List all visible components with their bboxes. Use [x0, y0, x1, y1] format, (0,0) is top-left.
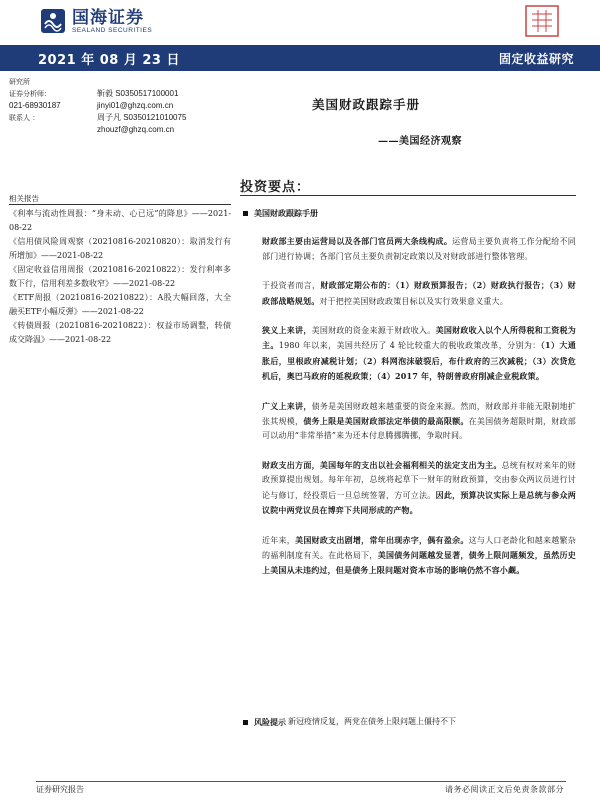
divider	[9, 204, 231, 205]
bold-text: 广义上来讲，	[262, 400, 312, 411]
bold-text: （1）大通胀后，里根政府减税计划；（2）科网泡沫破裂后，布什政府的三次减税；（3）次贷危机后，奥巴马政府的延税政策；（4）2017 年，特朗普政府削减企业税政策。	[262, 340, 576, 382]
contact-row	[9, 124, 234, 136]
brand-name-en: SEALAND SECURITIES	[72, 26, 153, 34]
related-reports-heading: 相关报告	[9, 194, 39, 203]
header-banner	[0, 45, 600, 71]
bold-text: 美国财政支出剧增，常年出现赤字，偶有盈余。	[295, 534, 469, 545]
divider	[240, 195, 576, 196]
bold-text: 狭义上来讲，	[262, 325, 312, 336]
contact-label	[9, 124, 97, 136]
body-text: 这与人口老龄化和越来越繁杂的福利制度有关。在此格局下，	[262, 535, 576, 560]
contact-label: 021-68930187	[9, 101, 61, 110]
body-text: 债务是美国财政越来越重要的资金来源。然而，财政部并非能无限制地扩张其规模，	[262, 401, 576, 427]
body-text: 美国财政的资金来源于财政收入。	[311, 326, 436, 336]
contact-row	[9, 100, 234, 112]
contact-label: 联系人 ：	[9, 114, 40, 122]
bold-text: 财政部定期公布的：（1）财政预算报告；（2）财政执行报告；（3）财政部战略规划。	[262, 280, 577, 306]
contact-label: 证券分析师：	[9, 90, 51, 98]
bold-text: 财政支出方面，美国每年的支出以社会福利相关的法定支出为主。	[262, 459, 502, 470]
institute-label: 研究所	[9, 78, 30, 86]
bold-text: 美国财政收入以个人所得税和工资税为主。	[262, 325, 576, 351]
brand-logo	[40, 8, 152, 34]
risk-label: 风险提示	[254, 717, 286, 727]
bold-text: 债务上限是美国财政部法定举债的最高限额。	[303, 416, 469, 427]
body-text: 1980 年以来，美国共经历了 4 轮比较重大的税收政策改革，分别为：	[278, 341, 541, 351]
report-type: 固定收益研究	[498, 52, 574, 66]
body-text: 近年来，	[262, 535, 296, 545]
related-report-item[interactable]: 《利率与流动性周报：“身未动、心已远”的降息》——2021-08-22	[9, 209, 231, 232]
risk-warning	[243, 716, 573, 728]
brand-name-cn: 国海证券	[72, 7, 144, 28]
report-title: 美国财政跟踪手册	[312, 97, 421, 112]
paragraph	[262, 399, 576, 444]
paragraph	[262, 323, 576, 385]
bullet-square-icon	[243, 211, 248, 216]
bold-text: 因此，预算决议实际上是总统与参众两议院中两党议员在博弈下共同形成的产物。	[262, 489, 576, 516]
report-date: 2021 年 08 月 23 日	[38, 53, 180, 68]
contact-row	[9, 112, 234, 124]
paragraph	[262, 533, 576, 579]
related-reports-list	[9, 207, 231, 347]
footer-left: 证券研究报告	[36, 785, 84, 794]
body-text: 总统有权对来年的财政预算提出规划。每年年初，总统将起草下一财年的财政预算，交由参众两议员进行讨论与修订，经投票后一旦总统签署，方可立法。	[262, 460, 576, 500]
report-subtitle: ——美国经济观察	[378, 136, 462, 147]
section-heading-text: 美国财政跟踪手册	[254, 208, 318, 218]
contact-value: 靳毅 S0350517100001	[97, 89, 179, 98]
paragraph	[262, 458, 576, 519]
bold-text: 财政部主要由运营局以及各部门官员两大条线构成。	[262, 236, 453, 247]
body-text: 运营局主要负责将工作分配给不同部门进行协调；各部门官员主要负责制定政策以及对财政部进行整体管理。	[262, 237, 576, 261]
related-report-item[interactable]: 《转债周报（20210816-20210822）：权益市场调整，转债成交降温》——2021-08-22	[9, 321, 231, 344]
key-points-title: 投资要点：	[240, 180, 311, 195]
risk-text: 新冠疫情反复，两党在债务上限问题上僵持不下	[288, 717, 456, 726]
related-report-item[interactable]: 《信用债风险周观察（20210816-20210820）：取消发行有所增加》——2021-08-22	[9, 237, 231, 260]
related-report-item[interactable]: 《ETF周报（20210816-20210822）：A股大幅回落，大全融买ETF小幅反弹》——2021-08-22	[9, 293, 231, 316]
key-points-body	[240, 206, 576, 593]
bold-text: 美国债务问题越发显著，债务上限问题频发，虽然历史上美国从未违约过，但是债务上限问题对资本市场的影响仍然不容小觑。	[262, 549, 576, 576]
paragraph	[262, 234, 576, 264]
body-text: 在美国债务超限时期，财政部可以动用“非常举措”来为还本付息腾挪腾挪，争取时间。	[262, 417, 576, 441]
sealand-logo-icon	[40, 8, 66, 34]
contact-value: 周子凡 S0350121010075	[97, 113, 187, 122]
body-text: 于投资者而言，	[262, 281, 321, 291]
footer-right: 请务必阅读正文后免责条款部分	[445, 785, 564, 794]
paragraph	[262, 278, 576, 309]
bullet-square-icon	[243, 720, 248, 725]
contact-value: zhouzf@ghzq.com.cn	[97, 125, 175, 134]
section-heading	[243, 206, 576, 220]
footer-divider	[36, 781, 566, 782]
related-report-item[interactable]: 《固定收益信用周报（20210816-20210822）：发行利率多数下行，信用利差多数收窄》——2021-08-22	[9, 265, 231, 288]
analyst-info	[9, 76, 234, 136]
contact-value: jinyi01@ghzq.com.cn	[97, 101, 174, 110]
body-text: 对于把控美国财政政策目标以及实行效果意义重大。	[319, 296, 509, 306]
stamp-icon	[524, 4, 560, 38]
contact-row	[9, 88, 234, 100]
